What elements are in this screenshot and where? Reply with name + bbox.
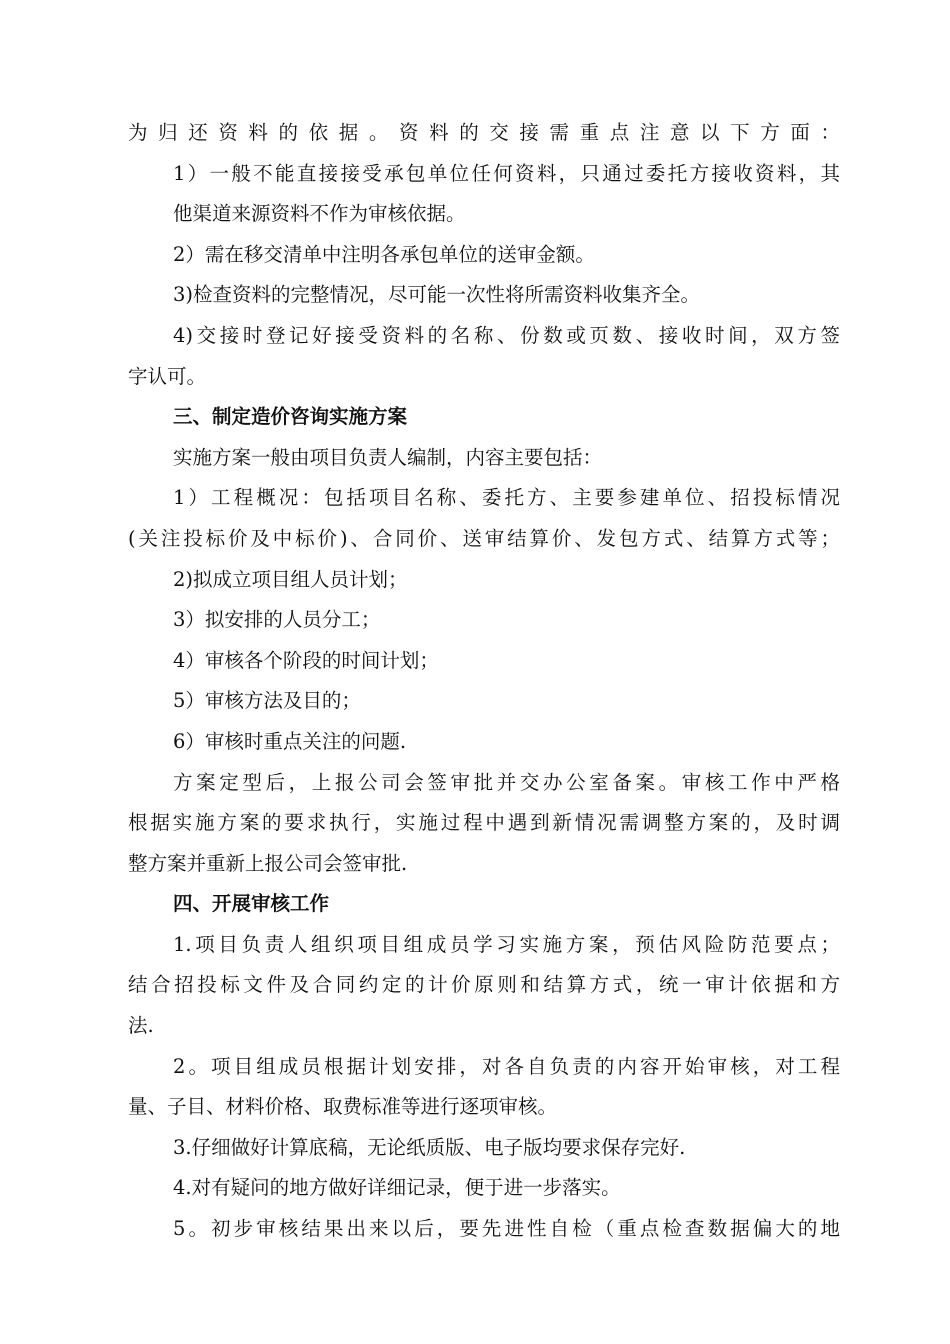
list-item-3: 3)检查资料的完整情况，尽可能一次性将所需资料收集齐全。: [173, 283, 701, 307]
plan-item-4: 4）审核各个阶段的时间计划；: [173, 648, 439, 672]
review-item-1-line1: 1.项目负责人组织项目组成员学习实施方案，预估风险防范要点；: [173, 932, 840, 956]
review-item-4: 4.对有疑问的地方做好详细记录，便于进一步落实。: [173, 1176, 621, 1200]
review-item-2-line2: 量、子目、材料价格、取费标准等进行逐项审核。: [128, 1095, 558, 1119]
review-item-1-line2: 结合招投标文件及合同约定的计价原则和结算方式，统一审计依据和方: [128, 973, 840, 997]
section-heading-4: 四、开展审核工作: [173, 892, 330, 916]
paragraph-intro: 实施方案一般由项目负责人编制，内容主要包括：: [173, 445, 603, 469]
plan-item-1-line2: (关注投标价及中标价)、合同价、送审结算价、发包方式、结算方式等；: [128, 526, 840, 550]
review-item-5-line1: 5。初步审核结果出来以后，要先进性自检（重点检查数据偏大的地: [173, 1217, 840, 1241]
plan-item-3: 3）拟安排的人员分工；: [173, 608, 381, 632]
paragraph-line: 为归还资料的依据。资料的交接需重点注意以下方面：: [128, 121, 840, 144]
list-item-2: 2）需在移交清单中注明各承包单位的送审金额。: [173, 242, 595, 266]
list-item-1-line1: 1）一般不能直接接受承包单位任何资料，只通过委托方接收资料，其: [173, 161, 840, 185]
review-item-1-line3: 法.: [128, 1014, 154, 1038]
plan-item-1-line1: 1）工程概况：包括项目名称、委托方、主要参建单位、招投标情况: [173, 486, 840, 510]
list-item-4-line2: 字认可。: [128, 364, 207, 388]
paragraph-line: 根据实施方案的要求执行，实施过程中遇到新情况需调整方案的，及时调: [128, 811, 840, 835]
plan-item-2: 2)拟成立项目组人员计划；: [173, 567, 408, 591]
list-item-4-line1: 4)交接时登记好接受资料的名称、份数或页数、接收时间，双方签: [173, 323, 840, 347]
plan-item-6: 6）审核时重点关注的问题.: [173, 729, 407, 753]
paragraph-line: 整方案并重新上报公司会签审批.: [128, 851, 408, 875]
review-item-3: 3.仔细做好计算底稿，无论纸质版、电子版均要求保存完好.: [173, 1135, 686, 1159]
paragraph-line: 方案定型后，上报公司会签审批并交办公室备案。审核工作中严格: [173, 770, 840, 794]
section-heading-3: 三、制定造价咨询实施方案: [173, 405, 408, 429]
document-body: [128, 113, 840, 1250]
plan-item-5: 5）审核方法及目的；: [173, 689, 361, 713]
list-item-1-line2: 他渠道来源资料不作为审核依据。: [173, 202, 466, 226]
review-item-2-line1: 2。项目组成员根据计划安排，对各自负责的内容开始审核，对工程: [173, 1054, 840, 1078]
